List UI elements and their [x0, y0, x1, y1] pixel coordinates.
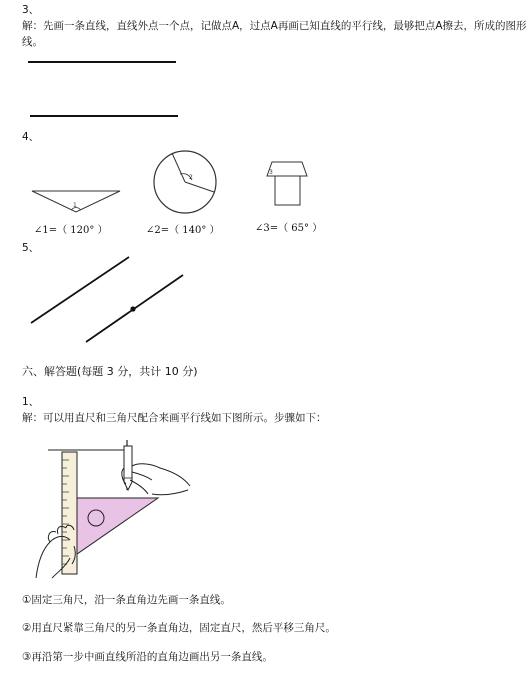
q4-caption-angle1: ∠1=（ 120° ）: [34, 225, 108, 236]
q5-line-left: [31, 257, 129, 323]
s6q1-step1: ①固定三角尺，沿一条直角边先画一条直线。: [22, 594, 231, 606]
q4-caption-angle2: ∠2=（ 140° ）: [146, 225, 220, 236]
set-square-icon: [77, 498, 158, 554]
q4-angle-figures: [22, 145, 342, 225]
q3-line-upper: [28, 61, 176, 63]
s6q1-step2: ②用直尺紧靠三角尺的另一条直角边，固定直尺，然后平移三角尺。: [22, 622, 336, 634]
q4-figure3-label: 3: [269, 169, 273, 176]
q4-figure2-circle: [154, 151, 216, 213]
q4-figure1-label: 1: [73, 202, 77, 209]
s6q1-intro: 解：可以用直尺和三角尺配合来画平行线如下图所示。步骤如下：: [22, 412, 327, 424]
s6q1-step3: ③再沿第一步中画直线所沿的直角边画出另一条直线。: [22, 651, 273, 663]
section6-title: 六、解答题(每题 3 分，共计 10 分): [22, 365, 198, 378]
s6q1-number: 1、: [22, 396, 40, 408]
q4-figure1-triangle: [32, 191, 120, 212]
q4-caption-angle3: ∠3=（ 65° ）: [255, 223, 323, 234]
q5-point: [130, 306, 135, 311]
q4-figure3-house: [267, 162, 307, 205]
q3-line-lower: [30, 115, 178, 117]
q4-figure2-label: 2: [189, 174, 193, 181]
q4-number: 4、: [22, 131, 40, 143]
q3-answer-text: 解：先画一条直线，直线外点一个点，记做点A，过点A再画已知直线的平行线，最够把点A擦去，所成的图形线。: [22, 20, 527, 48]
q5-number: 5、: [22, 242, 40, 254]
ruler-triangle-illustration: [28, 438, 198, 580]
q5-parallel-lines-figure: [22, 250, 202, 350]
q3-number: 3、: [22, 4, 40, 16]
